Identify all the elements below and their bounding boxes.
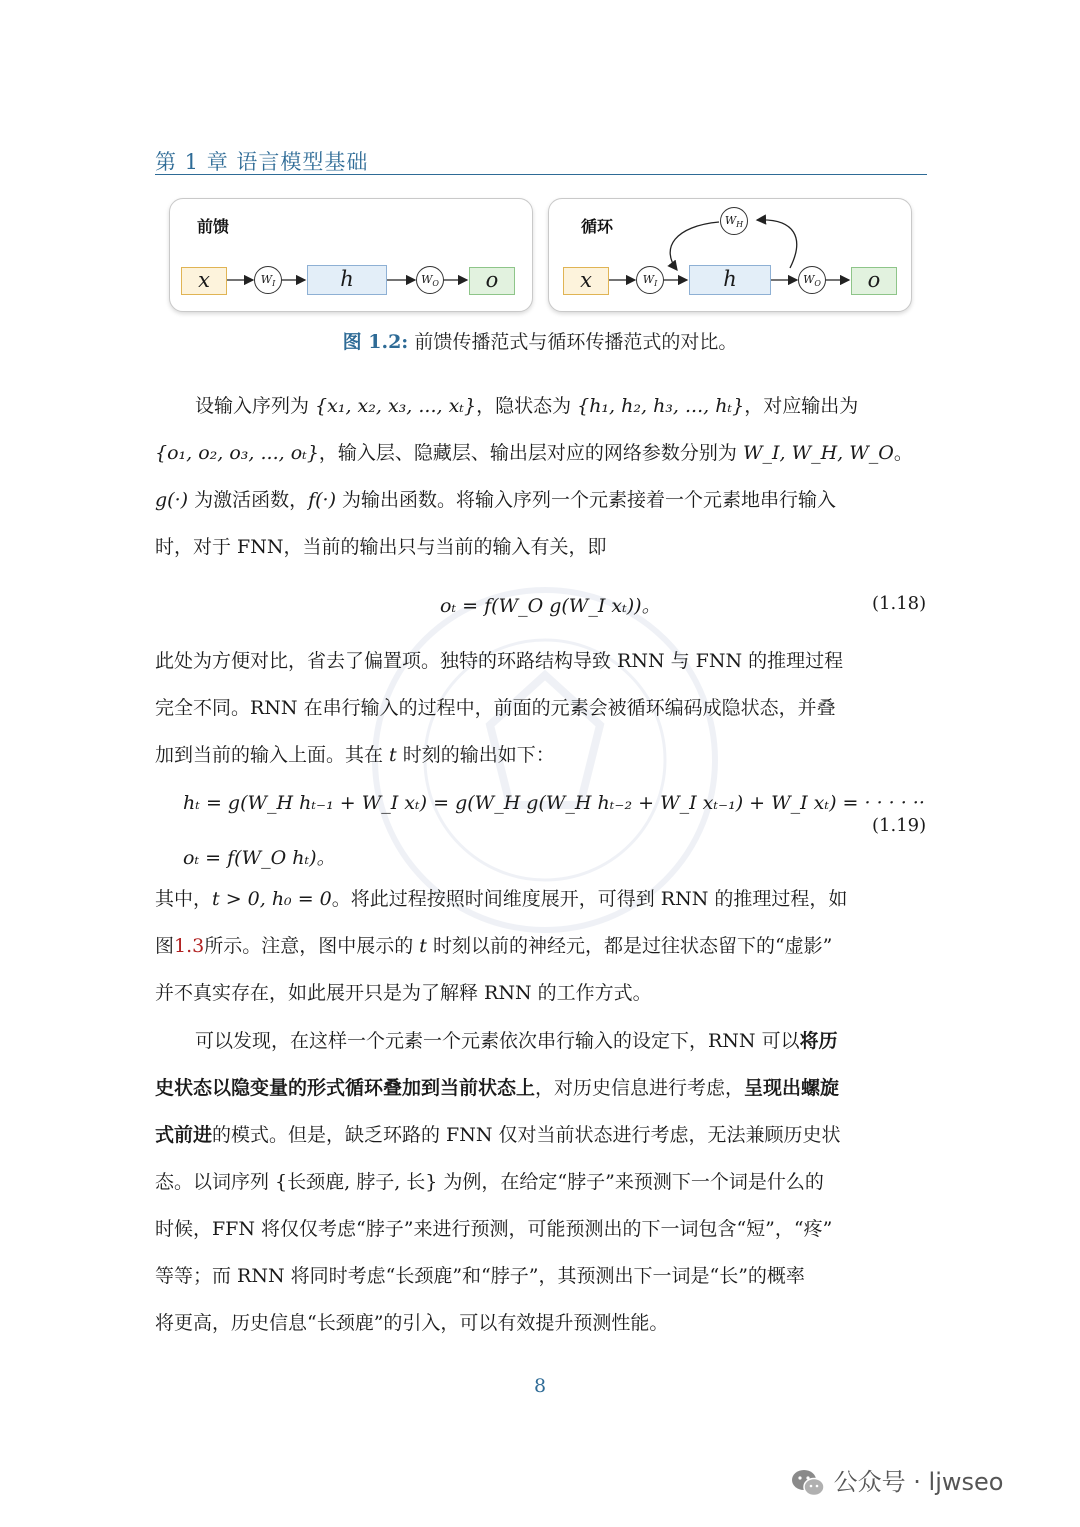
figure-arrows	[165, 198, 913, 316]
equation-number: (1.18)	[872, 593, 927, 614]
recurrent-title: 循环	[581, 217, 614, 236]
text-line: 设输入序列为 {x₁, x₂, x₃, ..., xₜ}，隐状态为 {h₁, h₂, h₃, ..., hₜ}，对应输出为	[195, 395, 859, 417]
equation-number: (1.19)	[872, 815, 927, 836]
output-box: o	[851, 267, 897, 295]
text-line: 时候，FFN 将仅仅考虑“脖子”来进行预测，可能预测出的下一词包含“短”，“疼”	[155, 1218, 833, 1240]
text-line: 并不真实存在，如此展开只是为了解释 RNN 的工作方式。	[155, 982, 652, 1004]
text-line: 将更高，历史信息“长颈鹿”的引入，可以有效提升预测性能。	[155, 1312, 669, 1334]
wechat-icon	[790, 1468, 826, 1498]
text-line: 此处为方便对比，省去了偏置项。独特的环路结构导致 RNN 与 FNN 的推理过程	[155, 650, 844, 672]
text-line: 可以发现，在这样一个元素一个元素依次串行输入的设定下，RNN 可以将历	[195, 1030, 838, 1052]
figure-ref-link[interactable]: 1.3	[174, 935, 205, 957]
output-box: o	[469, 267, 515, 295]
text-line: 其中，t > 0, h₀ = 0。将此过程按照时间维度展开，可得到 RNN 的推理过程，如	[155, 888, 848, 910]
text-line: 图1.3所示。注意，图中展示的 t 时刻以前的神经元，都是过往状态留下的“虚影”	[155, 935, 833, 957]
paragraph-1	[155, 383, 927, 571]
equation-1-18: oₜ = f(W_O g(W_I xₜ))。	[440, 595, 661, 617]
weight-node-wi: $W_I$	[636, 266, 664, 294]
text-line: g(·) 为激活函数，f(·) 为输出函数。将输入序列一个元素接着一个元素地串行输入	[155, 489, 837, 511]
text-line: 态。以词序列 {长颈鹿, 脖子, 长} 为例，在给定“脖子”来预测下一个词是什么的	[155, 1171, 824, 1193]
figure-1-2	[165, 198, 913, 316]
weight-node-wo: $W_O$	[798, 266, 826, 294]
text-line: 时，对于 FNN，当前的输出只与当前的输入有关，即	[155, 536, 607, 558]
header-rule	[155, 174, 927, 175]
caption-text: 前馈传播范式与循环传播范式的对比。	[408, 331, 738, 353]
input-box: x	[563, 267, 609, 295]
text-line: 完全不同。RNN 在串行输入的过程中，前面的元素会被循环编码成隐状态，并叠	[155, 697, 836, 719]
weight-node-wh: $W_H$	[720, 207, 748, 235]
text-line: 式前进的模式。但是，缺乏环路的 FNN 仅对当前状态进行考虑，无法兼顾历史状	[155, 1124, 841, 1146]
watermark-text: 公众号 · ljwseo	[833, 1468, 1004, 1496]
feedforward-title: 前馈	[197, 217, 230, 236]
hidden-box: h	[307, 265, 387, 295]
caption-label: 图 1.2:	[342, 331, 409, 353]
text-line: 史状态以隐变量的形式循环叠加到当前状态上，对历史信息进行考虑，呈现出螺旋	[155, 1077, 840, 1099]
paragraph-2	[155, 638, 927, 779]
equation-1-19-line1: hₜ = g(W_H hₜ₋₁ + W_I xₜ) = g(W_H g(W_H hₜ₋₂ + W_I xₜ₋₁) + W_I xₜ) = · · · · ··	[183, 792, 925, 814]
paragraph-4	[155, 1018, 927, 1347]
page-number: 8	[533, 1375, 547, 1397]
equation-1-19-line2: oₜ = f(W_O hₜ)。	[183, 847, 336, 869]
weight-node-wo: $W_O$	[416, 266, 444, 294]
text-line: 加到当前的输入上面。其在 t 时刻的输出如下：	[155, 744, 555, 766]
source-watermark	[790, 1462, 1060, 1502]
figure-caption	[155, 327, 925, 354]
input-box: x	[181, 267, 227, 295]
hidden-box: h	[689, 265, 771, 295]
text-line: 等等；而 RNN 将同时考虑“长颈鹿”和“脖子”，其预测出下一词是“长”的概率	[155, 1265, 805, 1287]
chapter-header: 第 1 章 语言模型基础	[155, 150, 369, 174]
text-line: {o₁, o₂, o₃, ..., oₜ}，输入层、隐藏层、输出层对应的网络参数分别为 W_I, W_H, W_O。	[155, 442, 913, 464]
paragraph-3	[155, 876, 927, 1017]
weight-node-wi: $W_I$	[254, 266, 282, 294]
